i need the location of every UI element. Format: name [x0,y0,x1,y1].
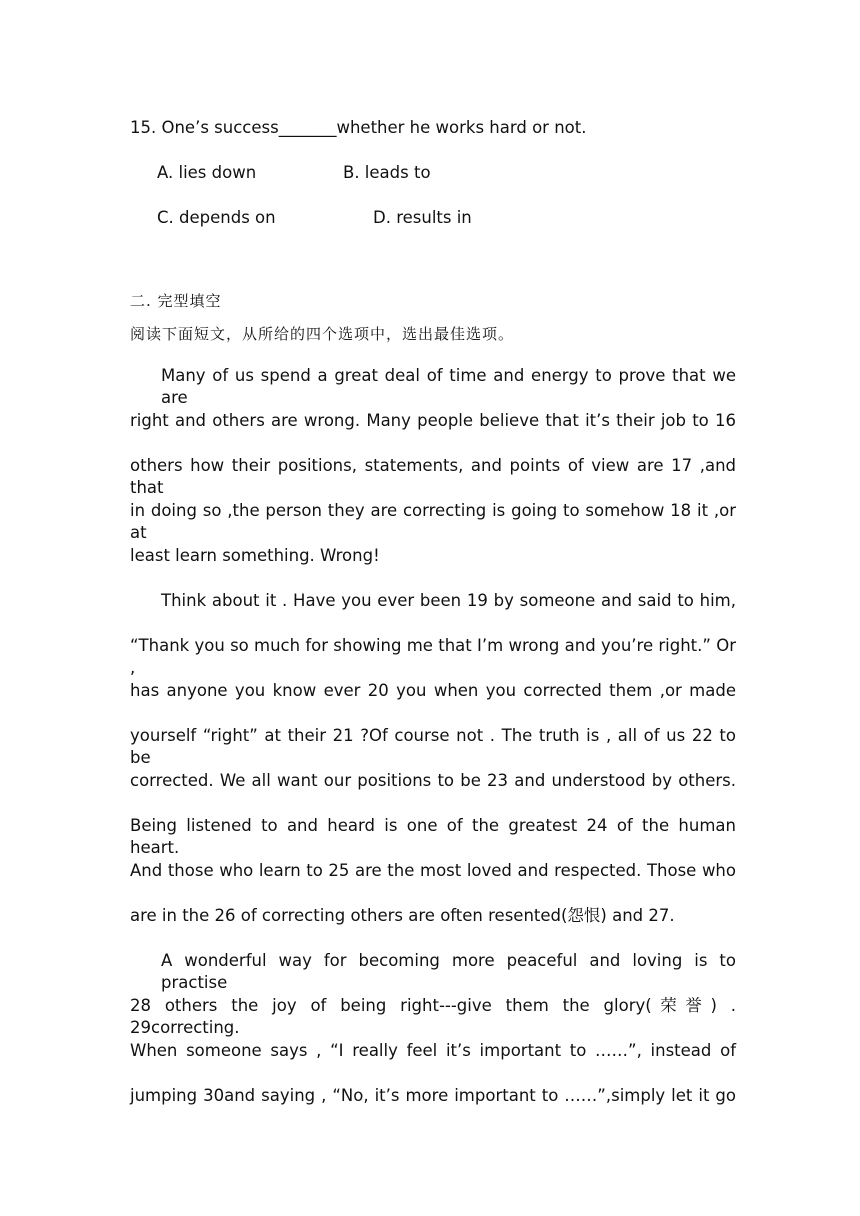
passage-line: right and others are wrong. Many people believe that it’s their job to 16 [130,411,736,430]
passage-line: yourself “right” at their 21 ?Of course not . The truth is , all of us 22 to be [130,726,736,767]
passage-line: others how their positions, statements, and points of view are 17 ,and that [130,456,736,497]
passage-line: has anyone you know ever 20 you when you corrected them ,or made [130,681,736,700]
option-b: B. leads to [343,163,431,182]
passage-line: jumping 30and saying , “No, it’s more important to ……”,simply let it go [130,1086,736,1105]
passage-line: When someone says , “I really feel it’s important to ……”, instead of [130,1041,736,1060]
passage-line: And those who learn to 25 are the most loved and respected. Those who [130,861,736,880]
passage-line: least learn something. Wrong! [130,546,380,565]
passage-line: Being listened to and heard is one of the greatest 24 of the human heart. [130,816,736,857]
passage-line: Think about it . Have you ever been 19 by someone and said to him, [161,591,736,610]
passage-line: 28 others the joy of being right---give them the glory(荣誉) . 29correcting. [130,996,736,1037]
passage-line: corrected. We all want our positions to be 23 and understood by others. [130,771,736,790]
question-15-stem: 15. One’s success_______whether he works hard or not. [130,118,587,137]
option-a: A. lies down [157,163,257,182]
passage-line: in doing so ,the person they are correcting is going to somehow 18 it ,or at [130,501,736,542]
section-heading: 二. 完型填空 [130,292,222,310]
section-instruction: 阅读下面短文，从所给的四个选项中，选出最佳选项。 [130,325,515,343]
passage-line: “Thank you so much for showing me that I’m wrong and you’re right.” Or , [130,636,736,677]
passage-line: A wonderful way for becoming more peaceful and loving is to practise [161,951,736,992]
passage-line: Many of us spend a great deal of time and energy to prove that we are [161,366,736,407]
passage-line: are in the 26 of correcting others are often resented(怨恨) and 27. [130,906,675,925]
option-c: C. depends on [157,208,276,227]
option-d: D. results in [373,208,472,227]
